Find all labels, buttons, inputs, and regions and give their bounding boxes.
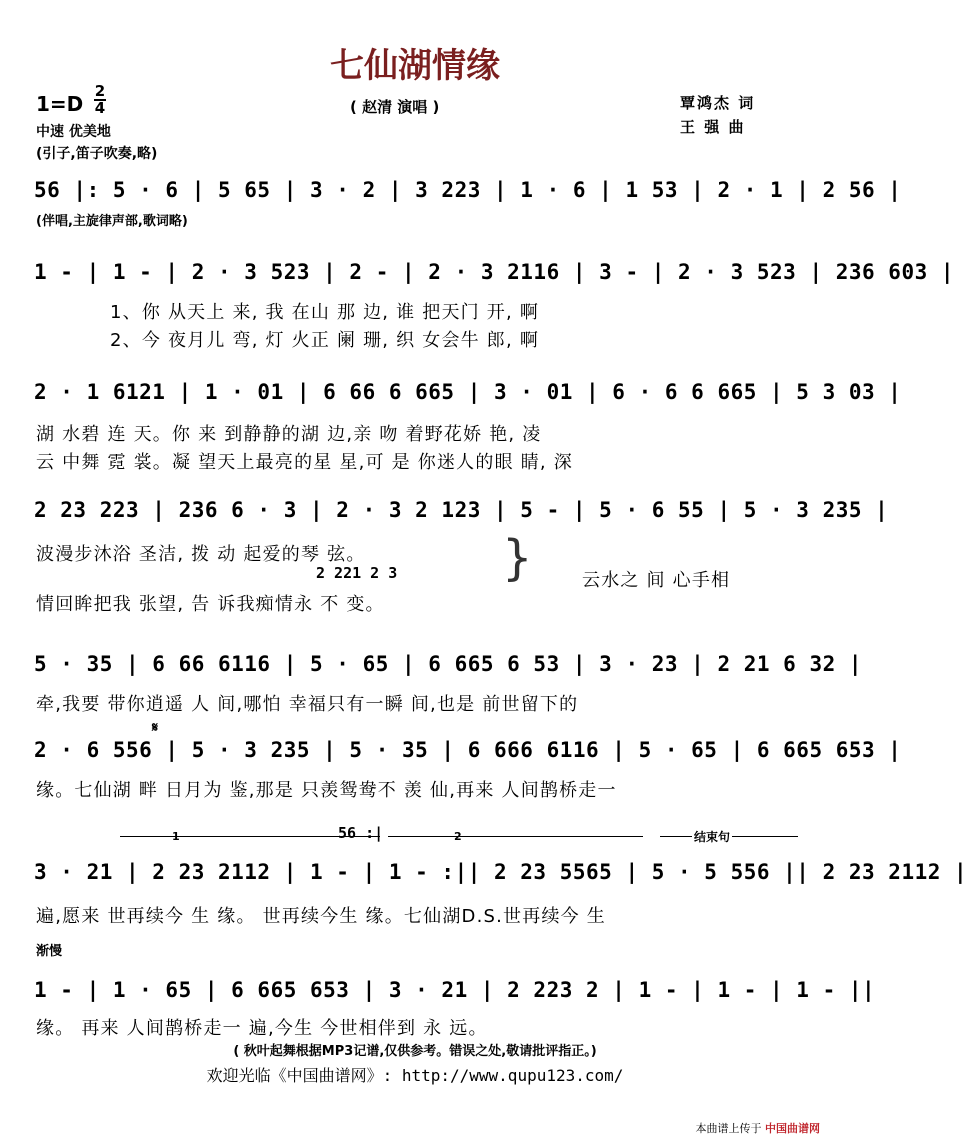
lyrics-verse-1: 缘。 再来 人间鹊桥走一 遍,今生 今世相伴到 永 远。 — [36, 1018, 488, 1039]
upload-credit — [696, 1120, 821, 1136]
notes-line: 2 · 1 6121 | 1 · 01 | 6 66 6 665 | 3 · 01 | 6 · 6 6 665 | 5 3 03 | — [34, 380, 902, 404]
time-top: 2 — [94, 82, 106, 100]
time-signature — [94, 84, 106, 116]
lyrics-verse-2: 情回眸把我 张望, 告 诉我痴情永 不 变。 — [36, 594, 385, 615]
second-ending-label: 2 — [454, 830, 462, 843]
lyrics-verse-1: 1、你 从天上 来, 我 在山 那 边, 谁 把天门 开, 啊 — [110, 302, 540, 323]
key-signature: 1=D — [36, 92, 84, 116]
lyricist: 覃鸿杰 词 — [680, 94, 756, 112]
lyrics-verse-1: 牵,我要 带你逍遥 人 间,哪怕 幸福只有一瞬 间,也是 前世留下的 — [36, 694, 579, 715]
coda-label: 结束句 — [694, 830, 731, 844]
lyrics-verse-1: 缘。七仙湖 畔 日月为 鉴,那是 只羡鸳鸯不 羡 仙,再来 人间鹊桥走一 — [36, 780, 617, 801]
repeat-marker: 56 :| — [338, 824, 384, 842]
lyrics-verse-1: 波漫步沐浴 圣洁, 拨 动 起爱的琴 弦。 — [36, 544, 366, 565]
alternate-notes: 2 221 2 3 — [316, 564, 398, 582]
notes-line: 1 - | 1 · 65 | 6 665 653 | 3 · 21 | 2 223 2 | 1 - | 1 - | 1 - || — [34, 978, 876, 1002]
tempo-change: 渐慢 — [36, 944, 63, 959]
song-title: 七仙湖情缘 — [330, 46, 500, 86]
notes-line: 2 · 6 556 | 5 · 3 235 | 5 · 35 | 6 666 6116 | 5 · 65 | 6 665 653 | — [34, 738, 902, 762]
lyrics-verse-2: 2、今 夜月儿 弯, 灯 火正 阑 珊, 织 女会牛 郎, 啊 — [110, 330, 540, 351]
notes-line: 5 · 35 | 6 66 6116 | 5 · 65 | 6 665 6 53 | 3 · 23 | 2 21 6 32 | — [34, 652, 863, 676]
lyrics-verse-1: 湖 水碧 连 天。你 来 到静静的湖 边,亲 吻 着野花娇 艳, 凌 — [36, 424, 542, 445]
side-lyric: 云水之 间 心手相 — [582, 570, 731, 591]
first-ending-label: 1 — [172, 830, 180, 843]
intro-note: (引子,笛子吹奏,略) — [36, 146, 158, 162]
singer: ( 赵清 演唱 ) — [350, 98, 440, 116]
notes-line: 2 23 223 | 236 6 · 3 | 2 · 3 2 123 | 5 - | 5 · 6 55 | 5 · 3 235 | — [34, 498, 889, 522]
transcription-note: ( 秋叶起舞根据MP3记谱,仅供参考。错误之处,敬请批评指正。) — [233, 1044, 597, 1059]
segno-icon: 𝄋 — [152, 720, 159, 736]
time-bottom: 4 — [94, 99, 106, 117]
notes-line: 56 |: 5 · 6 | 5 65 | 3 · 2 | 3 223 | 1 · 6 | 1 53 | 2 · 1 | 2 56 | — [34, 178, 902, 202]
verse-brace: } — [502, 530, 533, 586]
composer: 王 强 曲 — [680, 118, 746, 136]
lyrics-verse-2: 云 中舞 霓 裳。凝 望天上最亮的星 星,可 是 你迷人的眼 睛, 深 — [36, 452, 573, 473]
notes-line: 3 · 21 | 2 23 2112 | 1 - | 1 - :|| 2 23 5565 | 5 · 5 556 || 2 23 2112 | — [34, 860, 967, 884]
welcome-link[interactable]: 欢迎光临《中国曲谱网》: http://www.qupu123.com/ — [206, 1066, 624, 1085]
notes-line: 1 - | 1 - | 2 · 3 523 | 2 - | 2 · 3 2116 | 3 - | 2 · 3 523 | 236 603 | — [34, 260, 955, 284]
lyrics-verse-1: 遍,愿来 世再续今 生 缘。 世再续今生 缘。七仙湖D.S.世再续今 生 — [36, 906, 606, 927]
tempo-marking: 中速 优美地 — [36, 124, 111, 140]
accompaniment-note: (伴唱,主旋律声部,歌词略) — [36, 214, 188, 229]
site-logo: 中国曲谱网 — [765, 1122, 820, 1135]
upload-text: 本曲谱上传于 — [695, 1122, 762, 1135]
second-ending-line — [388, 836, 643, 837]
